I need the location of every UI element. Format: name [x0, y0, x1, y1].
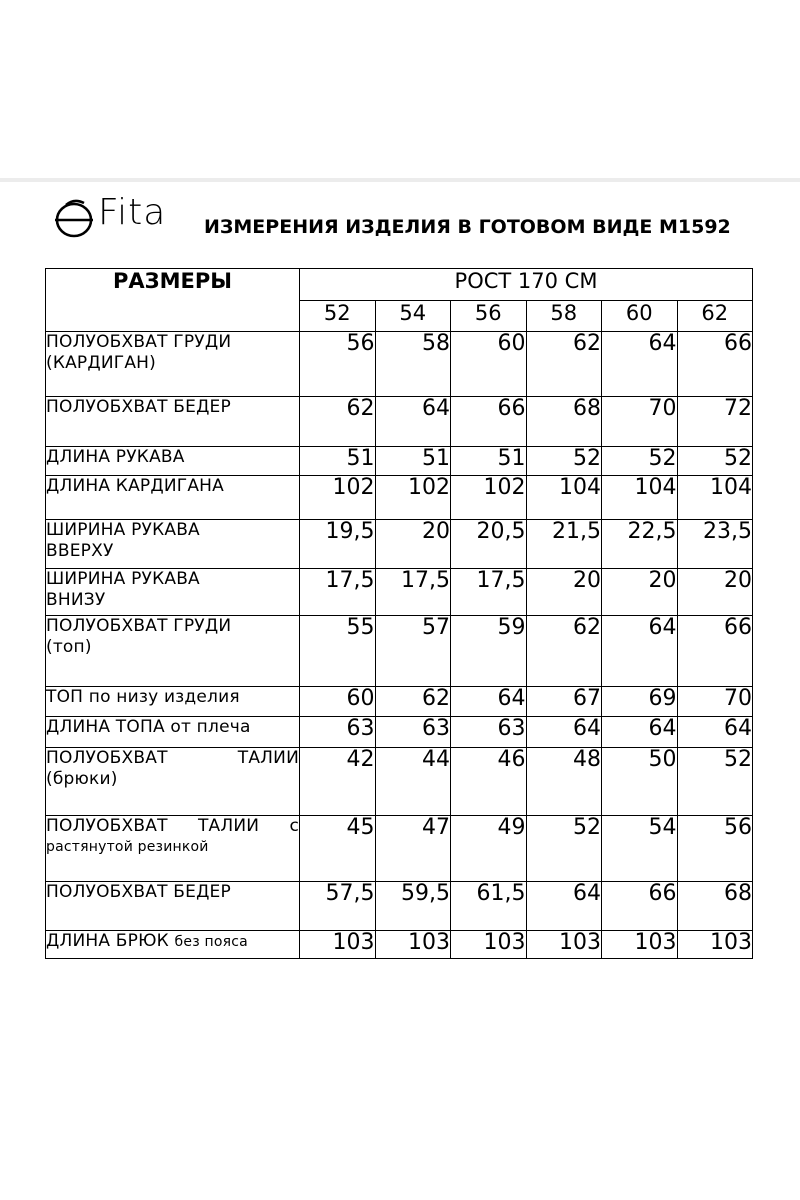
row-label [46, 332, 300, 397]
table-cell: 52 [526, 816, 602, 882]
height-header: РОСТ 170 СМ [300, 269, 753, 301]
table-cell: 61,5 [451, 882, 527, 931]
row-label [46, 569, 300, 616]
table-cell: 55 [300, 616, 376, 687]
label-line: ШИРИНА РУКАВА [46, 569, 200, 589]
table-cell: 64 [375, 397, 451, 447]
size-header: 62 [677, 300, 753, 332]
table-cell: 64 [526, 717, 602, 748]
table-cell: 103 [677, 931, 753, 959]
top-separator [0, 178, 800, 182]
table-cell: 17,5 [375, 569, 451, 616]
page-title: ИЗМЕРЕНИЯ ИЗДЕЛИЯ В ГОТОВОМ ВИДЕ М1592 [204, 216, 731, 238]
table-cell: 68 [677, 882, 753, 931]
label-line: растянутой резинкой [46, 839, 209, 855]
table-cell: 66 [677, 332, 753, 397]
table-cell: 64 [451, 687, 527, 717]
table-cell: 68 [526, 397, 602, 447]
table-cell: 54 [602, 816, 678, 882]
size-header: 58 [526, 300, 602, 332]
header [52, 192, 752, 252]
table-cell: 70 [677, 687, 753, 717]
table-cell: 103 [526, 931, 602, 959]
row-label [46, 717, 300, 748]
label-line: (топ) [46, 637, 92, 657]
table-cell: 102 [451, 476, 527, 520]
table-row [46, 332, 753, 397]
row-label [46, 476, 300, 520]
row-label [46, 931, 300, 959]
row-label [46, 816, 300, 882]
row-label [46, 748, 300, 816]
table-cell: 42 [300, 748, 376, 816]
table-cell: 52 [677, 748, 753, 816]
table-cell: 20 [677, 569, 753, 616]
table-row [46, 569, 753, 616]
table-cell: 64 [677, 717, 753, 748]
table-cell: 48 [526, 748, 602, 816]
table-row [46, 447, 753, 476]
row-label [46, 520, 300, 569]
table-cell: 57,5 [300, 882, 376, 931]
label-line: (брюки) [46, 769, 118, 789]
table-cell: 22,5 [602, 520, 678, 569]
table-cell: 102 [375, 476, 451, 520]
size-header: 56 [451, 300, 527, 332]
row-label [46, 687, 300, 717]
table-cell: 66 [602, 882, 678, 931]
label-line: ВНИЗУ [46, 590, 106, 610]
size-header: 60 [602, 300, 678, 332]
table-cell: 69 [602, 687, 678, 717]
table-row [46, 882, 753, 931]
table-cell: 56 [300, 332, 376, 397]
table-cell: 59,5 [375, 882, 451, 931]
table-cell: 20,5 [451, 520, 527, 569]
label-line: ПОЛУОБХВАТ ГРУДИ [46, 332, 232, 352]
table-row [46, 397, 753, 447]
label-note: без пояса [174, 934, 248, 950]
label-main: ДЛИНА БРЮК [46, 931, 169, 951]
table-cell: 104 [602, 476, 678, 520]
table-cell: 46 [451, 748, 527, 816]
table-cell: 60 [300, 687, 376, 717]
table-cell: 62 [526, 332, 602, 397]
table-cell: 72 [677, 397, 753, 447]
table-row [46, 748, 753, 816]
size-header: 52 [300, 300, 376, 332]
sizes-header: РАЗМЕРЫ [46, 269, 300, 332]
table-cell: 70 [602, 397, 678, 447]
table-cell: 103 [451, 931, 527, 959]
table-cell: 47 [375, 816, 451, 882]
label-line: ПОЛУОБХВАТ БЕДЕР [46, 882, 231, 902]
table-cell: 104 [526, 476, 602, 520]
table-cell: 45 [300, 816, 376, 882]
table-cell: 60 [451, 332, 527, 397]
table-cell: 104 [677, 476, 753, 520]
table-row [46, 520, 753, 569]
fita-logo-icon [52, 196, 96, 240]
size-header: 54 [375, 300, 451, 332]
table-cell: 51 [451, 447, 527, 476]
table-cell: 63 [451, 717, 527, 748]
table-cell: 51 [300, 447, 376, 476]
table-cell: 66 [451, 397, 527, 447]
size-chart-table [45, 268, 753, 959]
table-cell: 63 [300, 717, 376, 748]
label-line: ДЛИНА РУКАВА [46, 447, 185, 467]
table-cell: 20 [375, 520, 451, 569]
label-line: ДЛИНА ТОПА от плеча [46, 717, 251, 737]
table-cell: 52 [677, 447, 753, 476]
label-line: (КАРДИГАН) [46, 353, 156, 373]
label-line: ТОП по низу изделия [46, 687, 240, 707]
table-cell: 59 [451, 616, 527, 687]
table-row [46, 616, 753, 687]
table-cell: 21,5 [526, 520, 602, 569]
row-label [46, 882, 300, 931]
table-cell: 63 [375, 717, 451, 748]
label-line: ДЛИНА КАРДИГАНА [46, 476, 224, 496]
brand-name: Fita [98, 192, 167, 233]
label-line: ШИРИНА РУКАВА [46, 520, 200, 540]
row-label [46, 447, 300, 476]
table-row [46, 687, 753, 717]
table-cell: 52 [602, 447, 678, 476]
table-cell: 19,5 [300, 520, 376, 569]
table-cell: 23,5 [677, 520, 753, 569]
table-cell: 103 [375, 931, 451, 959]
row-label [46, 616, 300, 687]
label-line: ВВЕРХУ [46, 541, 114, 561]
table-cell: 67 [526, 687, 602, 717]
table-cell: 20 [602, 569, 678, 616]
table-cell: 20 [526, 569, 602, 616]
table-cell: 62 [526, 616, 602, 687]
table-cell: 51 [375, 447, 451, 476]
table-cell: 66 [677, 616, 753, 687]
table-cell: 52 [526, 447, 602, 476]
table-row [46, 717, 753, 748]
table-cell: 64 [602, 616, 678, 687]
table-cell: 62 [375, 687, 451, 717]
table-cell: 102 [300, 476, 376, 520]
label-line: ПОЛУОБХВАТ ТАЛИИ с [46, 816, 299, 836]
label-line: ПОЛУОБХВАТ ТАЛИИ [46, 748, 299, 768]
row-label [46, 397, 300, 447]
table-row [46, 931, 753, 959]
table-cell: 44 [375, 748, 451, 816]
table-cell: 17,5 [300, 569, 376, 616]
table-cell: 64 [602, 717, 678, 748]
table-cell: 57 [375, 616, 451, 687]
table-cell: 17,5 [451, 569, 527, 616]
table-cell: 103 [602, 931, 678, 959]
table-cell: 58 [375, 332, 451, 397]
table-row [46, 816, 753, 882]
table-cell: 62 [300, 397, 376, 447]
table-cell: 49 [451, 816, 527, 882]
table-cell: 64 [526, 882, 602, 931]
table-cell: 56 [677, 816, 753, 882]
table-row [46, 476, 753, 520]
table-header-row [46, 269, 753, 301]
table-cell: 64 [602, 332, 678, 397]
table-cell: 50 [602, 748, 678, 816]
label-line: ПОЛУОБХВАТ БЕДЕР [46, 397, 231, 417]
label-line: ПОЛУОБХВАТ ГРУДИ [46, 616, 232, 636]
table-cell: 103 [300, 931, 376, 959]
